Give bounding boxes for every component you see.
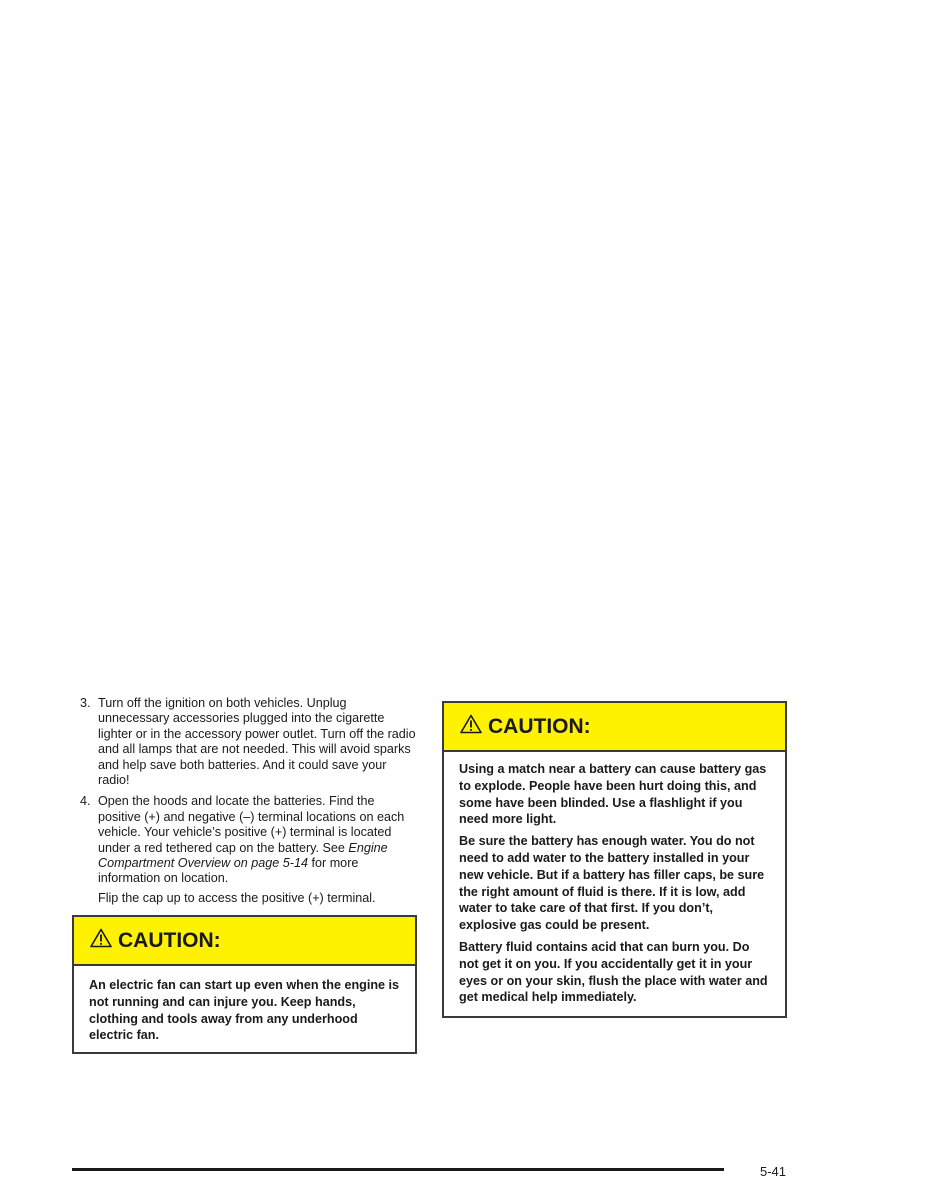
warning-triangle-icon: [460, 714, 482, 739]
caution-paragraph: Battery fluid contains acid that can burn you. Do not get it on you. If you accidentally get it in your eyes or on your skin, flush the place with water and get medical help immediately.: [459, 939, 768, 1005]
caution-paragraph: An electric fan can start up even when the engine is not running and can injure you. Keep hands, clothing and tools away from any underhood electric fan.: [89, 978, 400, 1043]
page-number: 5-41: [760, 1164, 787, 1179]
step-text-before: Open the hoods and locate the batteries. Find the positive (+) and negative (–) terminal locations on each vehicle. Your vehicle’s positive (+) terminal is located under a red tethered cap on the battery. See: [98, 794, 405, 855]
cross-reference-link[interactable]: Engine Compartment Overview on page 5-14: [98, 840, 388, 871]
caution-box-fan: [72, 915, 417, 1054]
step-number: 4.: [80, 794, 91, 809]
instruction-steps: [72, 696, 417, 906]
step-text: [98, 794, 404, 885]
step-4: [72, 794, 417, 886]
step-3: [72, 696, 417, 788]
warning-triangle-icon: [90, 928, 112, 953]
caution-header: [74, 917, 415, 966]
step-number: 3.: [80, 696, 91, 710]
step-text-after: for more information on location.: [98, 856, 359, 886]
step-4-note: Flip the cap up to access the positive (+) terminal.: [98, 890, 376, 905]
caution-paragraph: Be sure the battery has enough water. You do not need to add water to the battery installed in your new vehicle. But if a battery has filler caps, be sure the right amount of fluid is there. If it is low, add water to take care of that first. If you don’t, explosive gas could be present.: [459, 834, 765, 933]
caution-title: CAUTION:: [488, 714, 591, 738]
caution-box-battery: [442, 701, 787, 1018]
caution-body: [74, 966, 415, 1059]
left-column: [72, 696, 417, 906]
step-text: Turn off the ignition on both vehicles. Unplug unnecessary accessories plugged into the cigarette lighter or in the accessory power outlet. Turn off the radio and all lamps that are not needed. This will avoid sparks and help save both batteries. And it could save your radio!: [98, 696, 416, 788]
caution-body: [444, 752, 785, 1021]
caution-title: CAUTION:: [118, 928, 221, 952]
caution-header: [444, 703, 785, 752]
footer-rule: [72, 1168, 724, 1171]
caution-paragraph: Using a match near a battery can cause battery gas to explode. People have been hurt doing this, and some have been blinded. Use a flashlight if you need more light.: [459, 762, 767, 827]
